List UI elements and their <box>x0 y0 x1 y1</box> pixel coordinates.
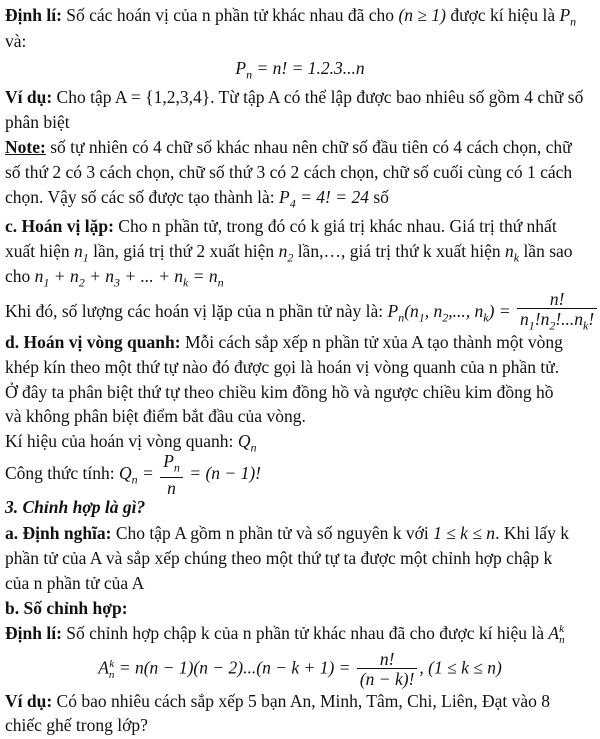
math-subscript: 4 <box>289 196 296 211</box>
math-condition: (n ≥ 1) <box>398 5 446 25</box>
math-symbol: Q <box>237 431 251 451</box>
math-subscript: n <box>217 275 224 290</box>
section-heading: 3. Chỉnh hợp là gì? <box>5 497 146 517</box>
math-subscript: 1 <box>43 275 50 290</box>
math-symbol: A <box>548 623 560 643</box>
text: . Khi lấy k <box>495 523 569 543</box>
math-subscript: 2 <box>287 250 294 265</box>
math-symbol: A <box>98 657 109 678</box>
math-subscript: n <box>570 14 577 29</box>
text: lần, giá trị thứ 2 xuất hiện <box>88 241 279 261</box>
section-heading: a. Định nghĩa: <box>5 523 112 543</box>
fraction-denominator: (n − k)! <box>357 668 418 689</box>
subsection-line <box>5 597 128 619</box>
math-subscript: n <box>108 668 115 681</box>
text: Số chỉnh hợp chập k của n phần tử khác nhau đã cho được kí hiệu là <box>61 623 549 643</box>
text: Số các hoán vị của n phần tử khác nhau đã cho <box>61 5 399 25</box>
math-subscript: 3 <box>114 275 121 290</box>
text-line <box>5 186 389 215</box>
math-text: ) = <box>488 300 516 321</box>
theorem-permutation-line <box>5 4 576 33</box>
math-symbol: Q <box>119 462 132 483</box>
math-text: P <box>163 451 174 471</box>
section-repeated-permutation <box>5 215 557 237</box>
text: được kí hiệu là <box>445 5 560 25</box>
fraction-numerator <box>160 452 183 477</box>
section-heading: c. Hoán vị lặp: <box>5 216 114 236</box>
math-text: !n <box>534 309 550 329</box>
math-subscript: n <box>250 440 257 455</box>
fraction-numerator: n! <box>549 289 565 309</box>
math-text: = n <box>188 266 218 286</box>
math-text: 1 ≤ k ≤ n <box>433 523 496 543</box>
math-scripts <box>559 624 565 646</box>
section-heading: b. Số chỉnh hợp: <box>5 598 128 618</box>
text: cho <box>5 266 35 286</box>
formula-arrangement <box>0 650 600 689</box>
text: số tự nhiên có 4 chữ số khác nhau nên chữ số đầu tiên có 4 cách chọn, chữ <box>45 137 572 157</box>
text: của n phần tử của A <box>5 573 145 593</box>
theorem-label: Định lí: <box>5 623 62 643</box>
math-superscript: k <box>559 622 565 635</box>
math-subscript: k <box>483 310 489 325</box>
math-text: ! <box>588 309 595 329</box>
math-symbol: P <box>387 300 399 321</box>
math-text: = (n − 1)! <box>184 462 262 483</box>
text: khép kín theo một thứ tự nào đó được gọi là hoán vị vòng quanh của n phần tử. <box>5 357 560 377</box>
fraction <box>160 452 183 498</box>
text: phần tử của A và sắp xếp chúng theo một thứ tự ta được một chỉnh hợp chập k <box>5 548 553 568</box>
math-text: + ... + n <box>120 266 184 286</box>
math-subscript: 1 <box>528 318 535 333</box>
math-subscript: n <box>398 310 405 325</box>
math-subscript: n <box>559 633 565 646</box>
math-text: = n! = 1.2.3...n <box>252 58 365 78</box>
math-symbol: n <box>74 241 83 261</box>
text: lần,…, giá trị thứ k xuất hiện <box>293 241 505 261</box>
fraction <box>517 290 597 336</box>
fraction <box>357 650 418 689</box>
math-subscript: 2 <box>78 275 85 290</box>
math-symbol: n <box>504 241 514 261</box>
formula-permutation <box>0 57 600 86</box>
definition-line <box>5 522 569 544</box>
theorem-arrangement-line <box>5 622 565 646</box>
math-symbol: P <box>235 58 247 78</box>
math-symbol: n <box>34 266 44 286</box>
math-subscript: n <box>173 460 180 475</box>
text: và không phân biệt điểm bắt đầu của vòng. <box>5 406 306 426</box>
text: Công thức tính: <box>5 462 119 483</box>
formula-circular-permutation <box>5 452 261 498</box>
section-arrangement-heading <box>5 496 145 518</box>
math-subscript: k <box>513 250 520 265</box>
math-text: = <box>137 462 159 483</box>
text: phân biệt <box>5 112 70 132</box>
text: Khi đó, số lượng các hoán vị lặp của n phần tử này là: <box>5 300 388 321</box>
text: số thứ 2 có 3 cách chọn, chữ số thứ 3 có 2 cách chọn, chữ số cuối cùng có 1 cách <box>5 162 573 182</box>
text: Cho tập A gồm n phần tử và số nguyên k với <box>111 523 434 543</box>
text-line <box>5 405 306 427</box>
example-line <box>5 86 583 108</box>
fraction-denominator: n <box>160 477 183 498</box>
math-text: (n <box>404 300 419 321</box>
text: chiếc ghế trong lớp? <box>5 715 148 735</box>
example-label: Ví dụ: <box>5 87 53 107</box>
text: Cho n phần tử, trong đó có k giá trị khác nhau. Giá trị thứ nhất <box>113 216 557 236</box>
text-line <box>5 111 70 133</box>
math-text: , n <box>424 300 443 321</box>
text: chọn. Vậy số các số được tạo thành là: <box>5 187 280 207</box>
math-text: , (1 ≤ k ≤ n) <box>419 657 502 678</box>
example-label: Ví dụ: <box>5 691 53 711</box>
math-subscript: 1 <box>418 310 425 325</box>
note-label: Note: <box>5 137 46 157</box>
example-line <box>5 690 550 712</box>
fraction-numerator: n! <box>379 649 395 669</box>
text: lần sao <box>519 241 573 261</box>
math-subscript: k <box>583 318 589 333</box>
section-circular-permutation <box>5 331 563 353</box>
math-text: n <box>520 309 529 329</box>
note-line <box>5 136 572 158</box>
text-line <box>5 381 554 403</box>
text: số <box>368 187 389 207</box>
math-symbol: P <box>559 5 571 25</box>
math-symbol: n <box>278 241 288 261</box>
math-text: = n(n − 1)(n − 2)...(n − k + 1) = <box>114 657 355 678</box>
formula-repeated-permutation <box>5 290 599 336</box>
math-text: ,..., n <box>448 300 484 321</box>
text-line <box>5 30 26 52</box>
math-text: + n <box>49 266 79 286</box>
text: Ở đây ta phân biệt thứ tự theo chiều kim đồng hồ và ngược chiều kim đồng hồ <box>5 382 554 402</box>
text-line <box>5 161 572 183</box>
math-subscript: n <box>131 472 138 487</box>
text: Cho tập A = {1,2,3,4}. Từ tập A có thể lập được bao nhiêu số gồm 4 chữ số <box>52 87 584 107</box>
text-line <box>5 572 144 594</box>
math-subscript: 2 <box>549 318 556 333</box>
math-subscript: n <box>246 67 253 82</box>
math-text: !...n <box>555 309 584 329</box>
math-subscript: 1 <box>82 250 89 265</box>
text-line <box>5 714 148 736</box>
section-heading: d. Hoán vị vòng quanh: <box>5 332 181 352</box>
text: Mỗi cách sắp xếp n phần tử xủa A tạo thành một vòng <box>180 332 563 352</box>
text-line <box>5 356 559 378</box>
math-subscript: 2 <box>442 310 449 325</box>
math-superscript: k <box>109 657 115 670</box>
text: Có bao nhiêu cách sắp xếp 5 bạn An, Minh, Tâm, Chi, Liên, Đạt vào 8 <box>52 691 551 711</box>
theorem-label: Định lí: <box>5 5 62 25</box>
text: và: <box>5 31 27 51</box>
math-text: = 4! = 24 <box>295 187 369 207</box>
math-subscript: k <box>183 275 189 290</box>
text: Kí hiệu của hoán vị vòng quanh: <box>5 431 238 451</box>
math-symbol: P <box>279 187 290 207</box>
text: xuất hiện <box>5 241 75 261</box>
text-line <box>5 547 552 569</box>
math-text: + n <box>84 266 115 286</box>
